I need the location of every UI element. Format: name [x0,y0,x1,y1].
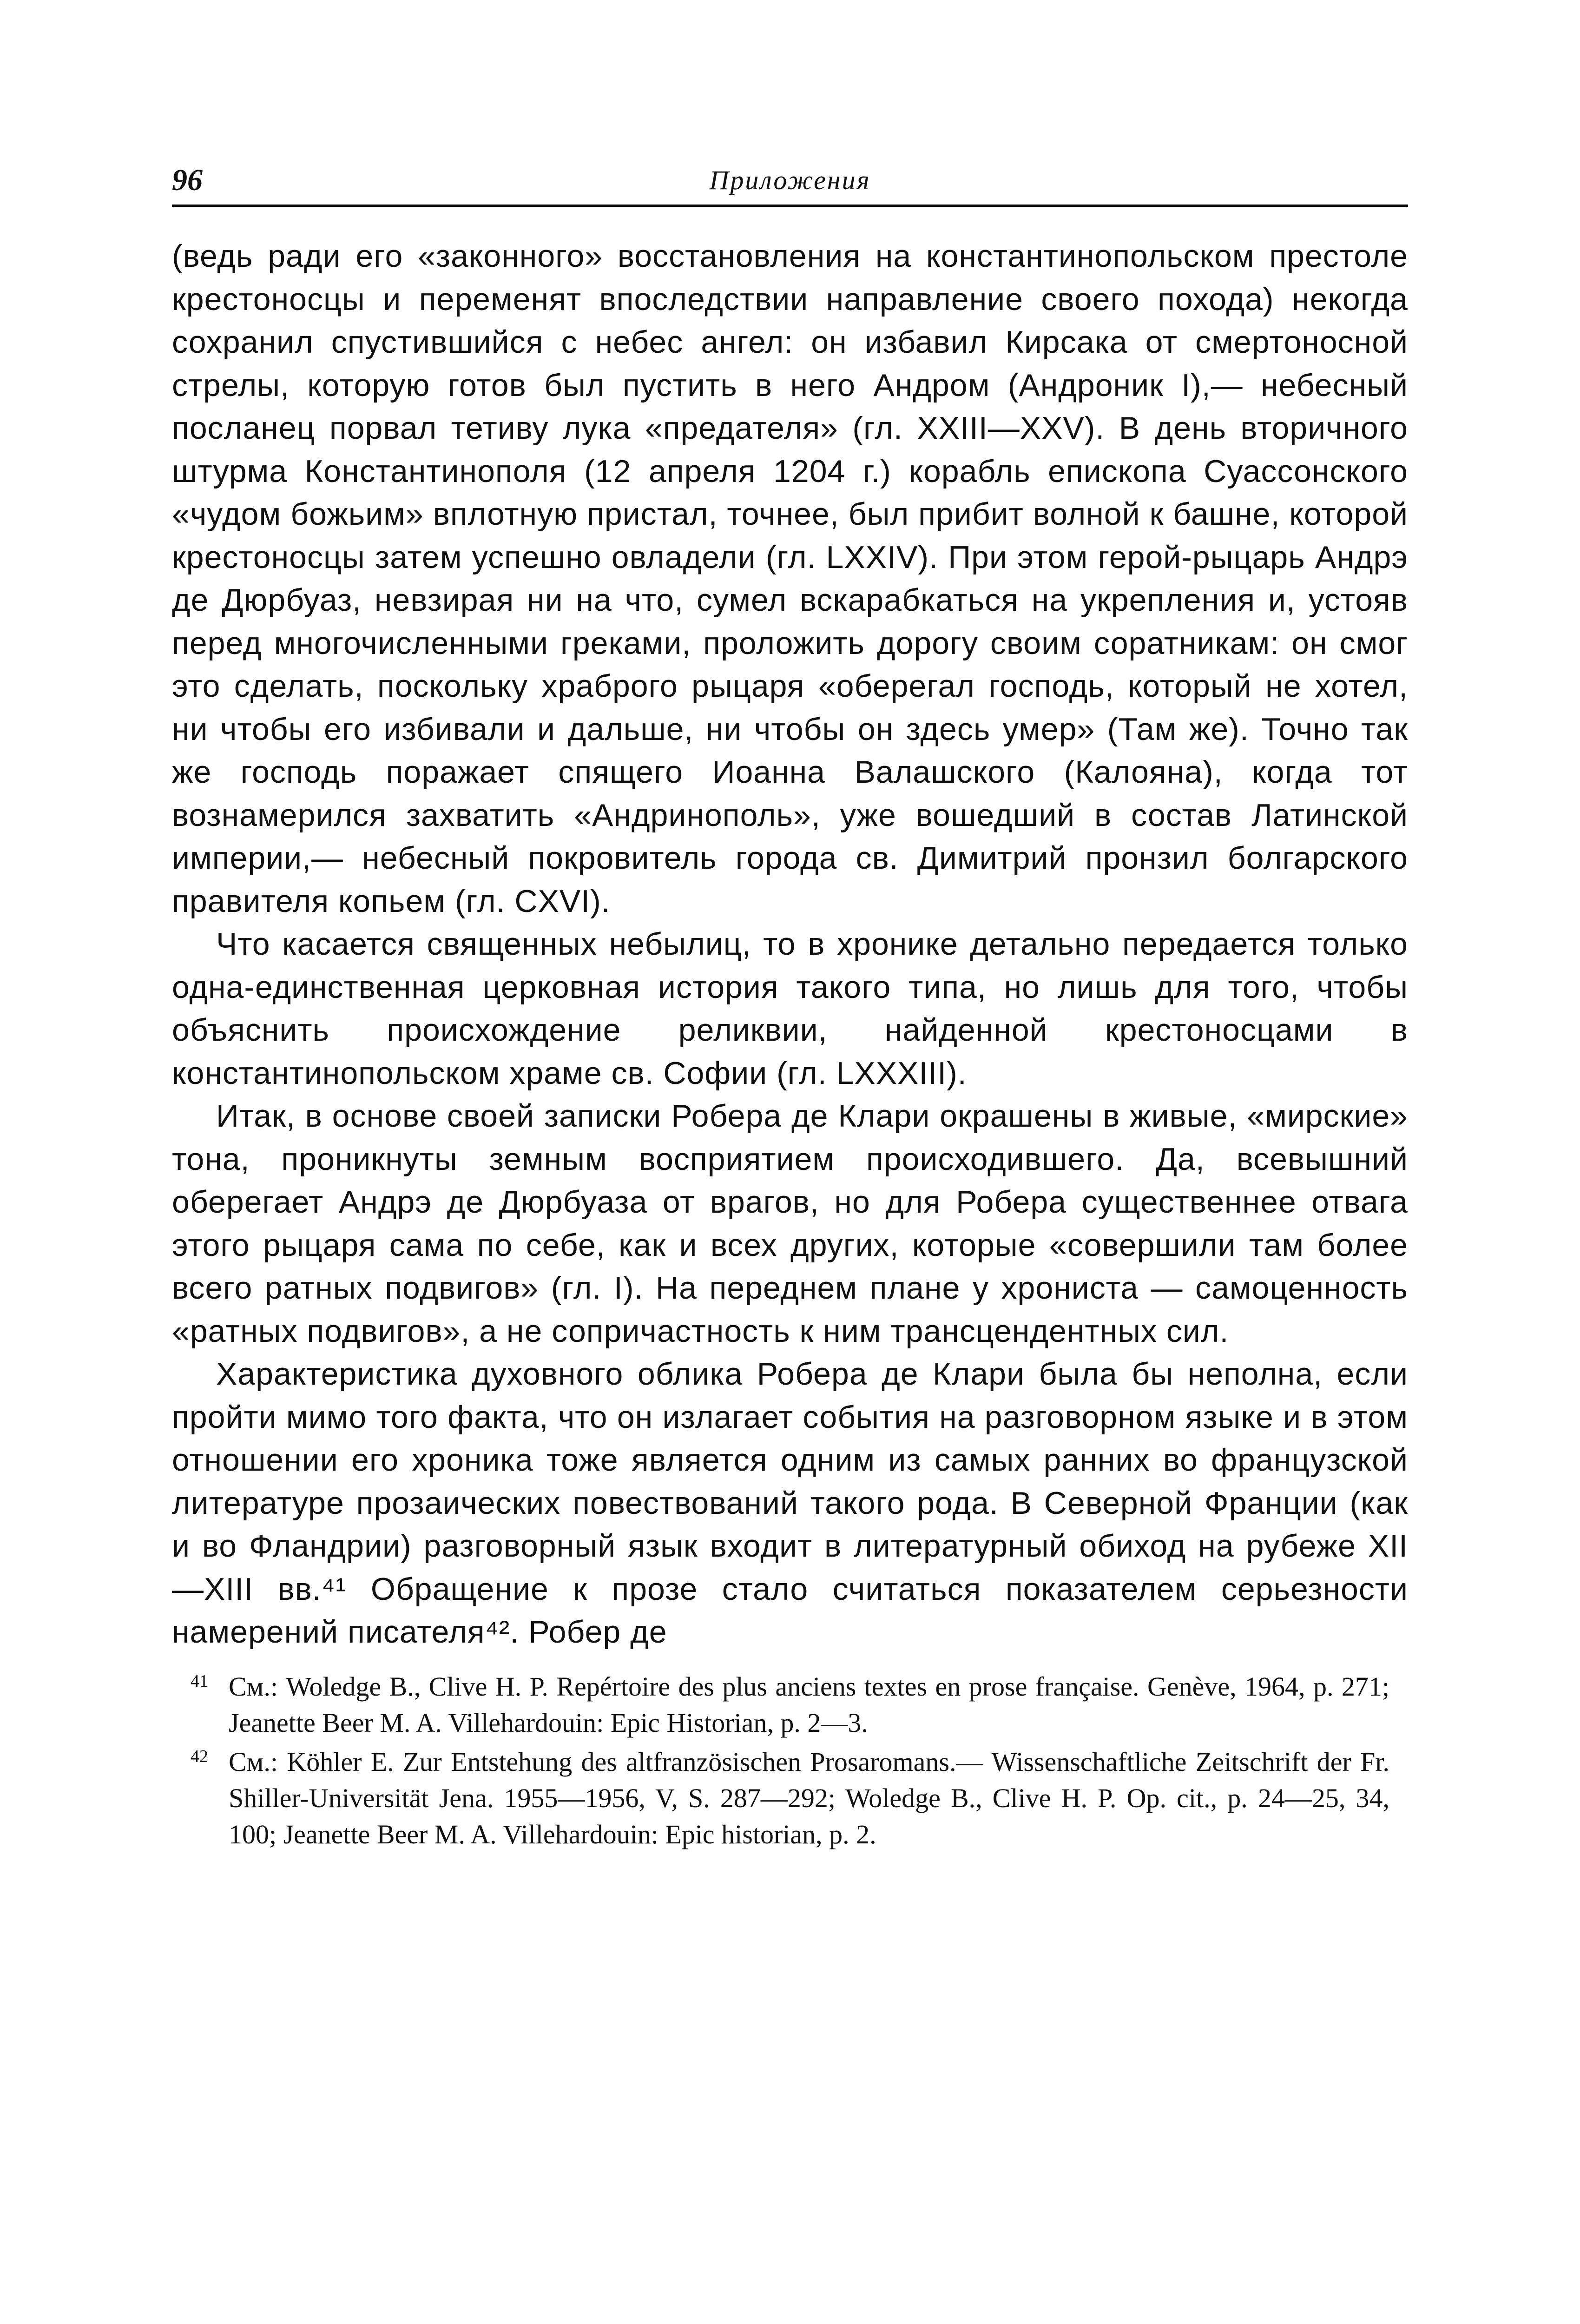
page-number: 96 [172,163,203,197]
running-header [172,149,1408,207]
footnote [191,1744,1389,1853]
footnote-mark: 42 [191,1747,208,1766]
footnotes [191,1669,1389,1855]
body-text [172,235,1408,1654]
footnote [191,1669,1389,1741]
paragraph: Итак, в основе своей записки Робера де Клари окрашены в живые, «мирские» тона, проникнуты земным восприятием происходившего. Да, всевышний оберегает Андрэ де Дюрбуаза от врагов, но для Робера существеннее отвага этого рыцаря сама по себе, как и всех других, которые «совершили там более всего ратных подвигов» (гл. I). На переднем плане у хрониста — самоценность «ратных подвигов», а не сопричастность к ним трансцендентных сил. [172,1098,1408,1349]
paragraph: Характеристика духовного облика Робера де Клари была бы неполна, если пройти мимо того факта, что он излагает события на разговорном языке и в этом отношении его хроника тоже является одним из самых ранних во французской литературе прозаических повествований такого рода. В Северной Франции (как и во Фландрии) разговорный язык входит в литературный обиход на рубеже XII—XIII вв.⁴¹ Обращение к прозе стало считаться показателем серьезности намерений писателя⁴². Робер де [172,1356,1408,1650]
footnote-mark: 41 [191,1671,208,1691]
paragraph: (ведь ради его «законного» восстановления на константинопольском престоле крестоносцы и переменят впоследствии направление своего похода) некогда сохранил спустившийся с небес ангел: он избавил Кирсака от смертоносной стрелы, которую готов был пустить в него Андром (Андроник I),— небесный посланец порвал тетиву лука «предателя» (гл. XXIII—XXV). В день вторичного штурма Константинополя (12 апреля 1204 г.) корабль епископа Суассонского «чудом божьим» вплотную пристал, точнее, был прибит волной к башне, которой крестоносцы затем успешно овладели (гл. LXXIV). При этом герой-рыцарь Андрэ де Дюрбуаз, невзирая ни на что, сумел вскарабкаться на укрепления и, устояв перед многочисленными греками, проложить дорогу своим соратникам: он смог это сделать, поскольку храброго рыцаря «оберегал господь, который не хотел, ни чтобы его избивали и дальше, ни чтобы он здесь умер» (Там же). Точно так же господь поражает спящего Иоанна Валашского (Калояна), когда тот вознамерился захватить «Андринополь», уже вошедший в состав Латинской империи,— небесный покровитель города св. Димитрий пронзил болгарского правителя копьем (гл. CXVI). [172,238,1408,919]
footnote-text: См.: Köhler E. Zur Entstehung des altfranzösischen Prosaromans.— Wissenschaftliche Zeitschrift der Fr. Shiller-Universität Jena. 1955—1956, V, S. 287—292; Woledge B., Clive H. P. Op. cit., p. 24—25, 34, 100; Jeanette Beer M. A. Villehardouin: Epic historian, p. 2. [229,1747,1389,1849]
book-page [172,149,1408,2324]
paragraph: Что касается священных небылиц, то в хронике детально передается только одна-единственная церковная история такого типа, но лишь для того, чтобы объяснить происхождение реликвии, найденной крестоносцами в константинопольском храме св. Софии (гл. LXXXIII). [172,926,1408,1091]
running-title: Приложения [709,165,871,195]
footnote-text: См.: Woledge B., Clive H. P. Repértoire des plus anciens textes en prose française. Genève, 1964, p. 271; Jeanette Beer M. A. Villehardouin: Epic Historian, p. 2—3. [229,1671,1389,1738]
